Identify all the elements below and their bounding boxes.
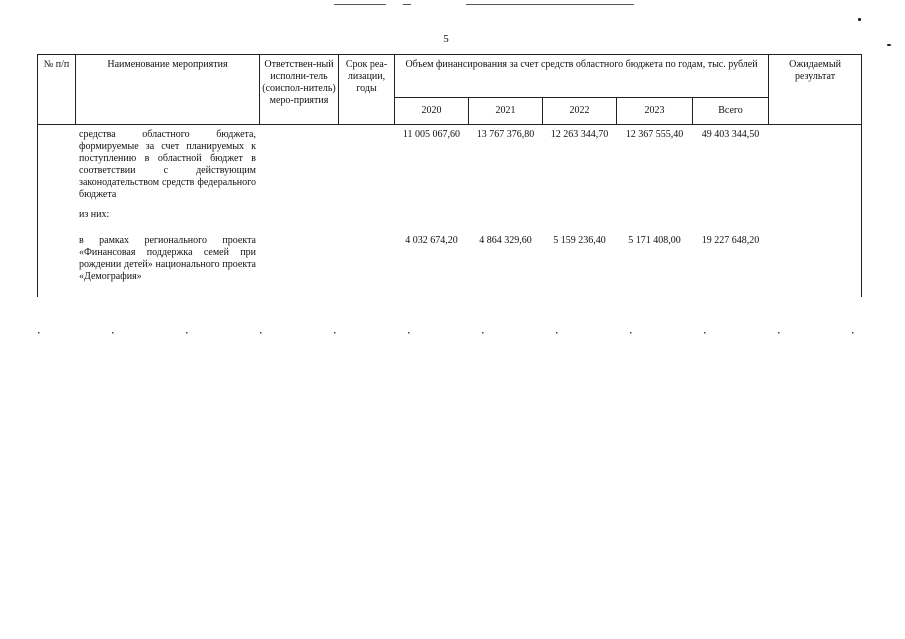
- table-row: [38, 229, 862, 297]
- cell-executor: [260, 207, 339, 229]
- scan-artifact-line: [403, 4, 411, 5]
- header-num: № п/п: [38, 55, 76, 125]
- cell-amount-2023: 12 367 555,40: [625, 129, 684, 140]
- cell-term: [339, 229, 395, 297]
- cell-num: [38, 207, 76, 229]
- header-name: Наименование мероприятия: [76, 55, 260, 125]
- cell-term: [339, 125, 395, 208]
- cell-amount-total: 49 403 344,50: [701, 129, 760, 140]
- scan-dotted-line: [0, 332, 905, 334]
- cell-result: [769, 125, 862, 208]
- cell-num: [38, 125, 76, 208]
- table-row: [38, 207, 862, 229]
- header-year-2022: 2022: [543, 98, 617, 125]
- cell-amount-2022: 5 159 236,40: [553, 235, 606, 246]
- cell-amount-2023: 5 171 408,00: [628, 235, 681, 246]
- cell-amount-2021: 4 864 329,60: [479, 235, 532, 246]
- cell-amount-2020: 4 032 674,20: [405, 235, 458, 246]
- cell-amount-2021: [469, 207, 543, 229]
- cell-amount-2021: 13 767 376,80: [476, 129, 535, 140]
- cell-amount-2022: [543, 207, 617, 229]
- cell-executor: [260, 125, 339, 208]
- funding-table: [37, 54, 862, 297]
- cell-executor: [260, 229, 339, 297]
- cell-amount-total: [693, 207, 769, 229]
- table-row: [38, 125, 862, 208]
- cell-num: [38, 229, 76, 297]
- cell-amount-total: 19 227 648,20: [701, 235, 760, 246]
- cell-name: в рамках регионального проекта «Финансовая поддержка семей при рождении детей» национального проекта «Демография»: [76, 229, 260, 297]
- cell-name: средства областного бюджета, формируемые за счет планируемых к поступлению в областной бюджет в соответствии с действующим законодательством средств федерального бюджета: [76, 125, 260, 208]
- header-result: Ожидаемый результат: [769, 55, 862, 125]
- cell-amount-2020: 11 005 067,60: [402, 129, 461, 140]
- scan-speck: [887, 44, 891, 46]
- header-term: Срок реа-лизации, годы: [339, 55, 395, 125]
- scan-artifact-line: [466, 4, 634, 5]
- cell-amount-2022: 12 263 344,70: [550, 129, 609, 140]
- cell-term: [339, 207, 395, 229]
- header-year-2020: 2020: [395, 98, 469, 125]
- header-year-2021: 2021: [469, 98, 543, 125]
- scan-speck: [858, 18, 861, 21]
- header-funding: Объем финансирования за счет средств областного бюджета по годам, тыс. рублей: [395, 55, 769, 98]
- header-year-2023: 2023: [617, 98, 693, 125]
- cell-amount-2020: [395, 207, 469, 229]
- cell-amount-2023: [617, 207, 693, 229]
- page-number: 5: [443, 33, 449, 45]
- cell-result: [769, 207, 862, 229]
- cell-name: из них:: [76, 207, 260, 229]
- header-executor: Ответствен-ный исполни-тель (соиспол-нитель) меро-приятия: [260, 55, 339, 125]
- scan-artifact-line: [334, 4, 386, 5]
- cell-result: [769, 229, 862, 297]
- header-row: [38, 55, 862, 98]
- header-total: Всего: [693, 98, 769, 125]
